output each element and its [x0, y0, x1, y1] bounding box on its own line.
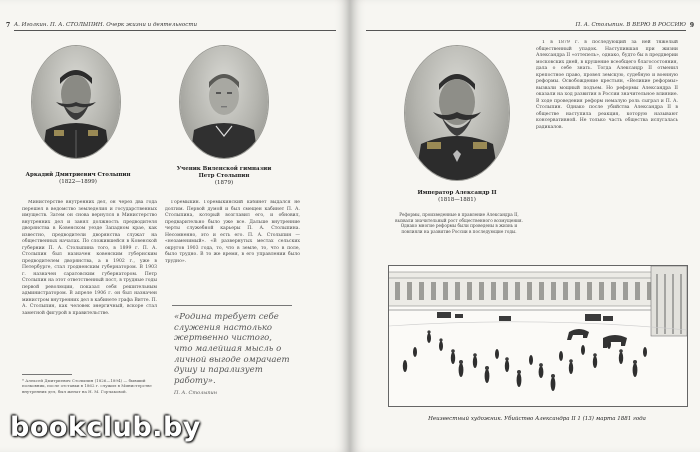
quote-text: «Родина требует себе служения настолько жертвенно чистого, что малейшая мысль о личной выгоде омрачает душу и парализует работу».: [174, 312, 290, 386]
quote-rule: [172, 305, 292, 306]
engraving-caption: Неизвестный художник. Убийство Александра II 1 (13) марта 1881 года: [428, 416, 646, 422]
page-number-left: 7: [6, 22, 11, 29]
page-number-right: 9: [689, 22, 694, 29]
caption-portrait-1: [18, 172, 138, 186]
caption-portrait-2-name: Ученик Виленской гимназии: [176, 166, 272, 172]
caption-portrait-2: [164, 166, 284, 187]
running-head-left: А. Иголкин. П. А. СТОЛЫПИН. Очерк жизни и деятельности: [14, 22, 336, 31]
portrait-figure-3: [405, 46, 509, 180]
portrait-note: Реформы, произведенные в правление Александра II, вызвали значительный рост общественного возмущения. Однако многие реформы были проведены в жизнь и повлияли на развитие России в последующие годы.: [395, 212, 523, 235]
caption-portrait-2-name2: Петр Столыпин: [198, 173, 250, 180]
portrait-arkady-stolypin: [32, 46, 120, 158]
quote-signature: П. А. Столыпин: [174, 390, 218, 397]
caption-portrait-3-years: (1818—1881): [438, 197, 476, 204]
caption-portrait-3-name: Император Александр II: [417, 190, 497, 196]
bookclub-watermark: bookclub.by: [10, 412, 201, 443]
engraving-assassination: [388, 265, 688, 407]
stolypin-quote: [174, 312, 292, 397]
caption-portrait-2-years: (1879): [214, 180, 234, 187]
portrait-alexander-ii: [405, 46, 509, 180]
caption-portrait-1-name: Аркадий Дмитриевич Столыпин: [25, 172, 131, 178]
text-column-1-body: Министерстве внутренних дел, он через два года перешел в ведомство земледелия и государственных имуществ. Затем он снова вернулся в Министерство внутренних дел и занял должность предводителя дворянства в Ковенском уезде Западном крае, как известно, предводители дворянства служат на общественных началах. По сложившейся в Ковенской губернии П. А. Столыпина того, в 1899 г. П. А. Столыпин был назначен ковенским губернским предводителем дворянства, а в 1902 г., уже в Петербурге, стал гродненским губернатором. В 1903 г. назначен саратовским губернатором. Петр Столыпин на этот ответственный пост, в трудные годы первой революции, показал себя решительным администратором. В апреле 1906 г. он был назначен министром внутренних дел в кабинете графа Витте. П. А. Столыпин, как человек энергичный, вскоре стал заметной фигурой в правительстве.: [22, 200, 157, 316]
footnote: * Алексей Дмитриевич Столыпин (1826—1894) — бывший полковник, после отставки в 1862 г. служил в Министерстве внутренних дел, был женат на Н. М. Горчаковой.: [22, 378, 152, 394]
text-column-right: [536, 40, 678, 258]
text-column-2-body: Горемыкин. Горемыкинский кабинет выдался не долгим. Первой думой и был смещен кабинет П. А. Столыпина, который возглавил его, и обновил, предварительно было уже все. Дальше внутренние черты служебной карьеры П. А. Столыпина. Несомненно, это и есть его. П. А. Столыпин — «незаменимый». «В развернутых местах сельских округов 1903 года, то, что в земле, то, что в поле, было трудно. В то же время, в его управлении было трудно».: [165, 200, 300, 264]
text-column-right-body: 1 в 1879 г. в последующий за ней тяжелый общественный упадок. Наступившая при жизни Александра II «оттепель», однако, будто бы в преддверии московских дней, в крушение всеобщего благосостояния, дала о себе знать. Тогда Александр II отменил крепостное право, провел земскую, судебную и военную реформы. Освобождение крестьян, «Великие реформы» вызвали мощный подъем. Но реформы Александра II оказали на ход развития в России значительное влияние. В ходе проведения реформ немалую роль сыграл и П. А. Столыпин. Однако после убийства Александра II в обществе наступила реакция, которую называют консервативной. Не только часть общества испугалась радикалов.: [536, 40, 678, 130]
portrait-young-stolypin: [180, 46, 268, 158]
caption-portrait-3: [402, 190, 512, 204]
engraving-scene: [389, 266, 687, 406]
caption-portrait-1-years: (1822—1899): [59, 179, 97, 186]
text-column-1: [22, 200, 157, 368]
right-page: [350, 0, 700, 452]
text-column-2: [165, 200, 300, 300]
portrait-figure-1: [32, 46, 120, 158]
portrait-figure-2: [180, 46, 268, 158]
running-head-right: П. А. Столыпин. В ВЕРЮ В РОССИЮ: [366, 22, 686, 31]
footnote-rule: [22, 374, 72, 375]
